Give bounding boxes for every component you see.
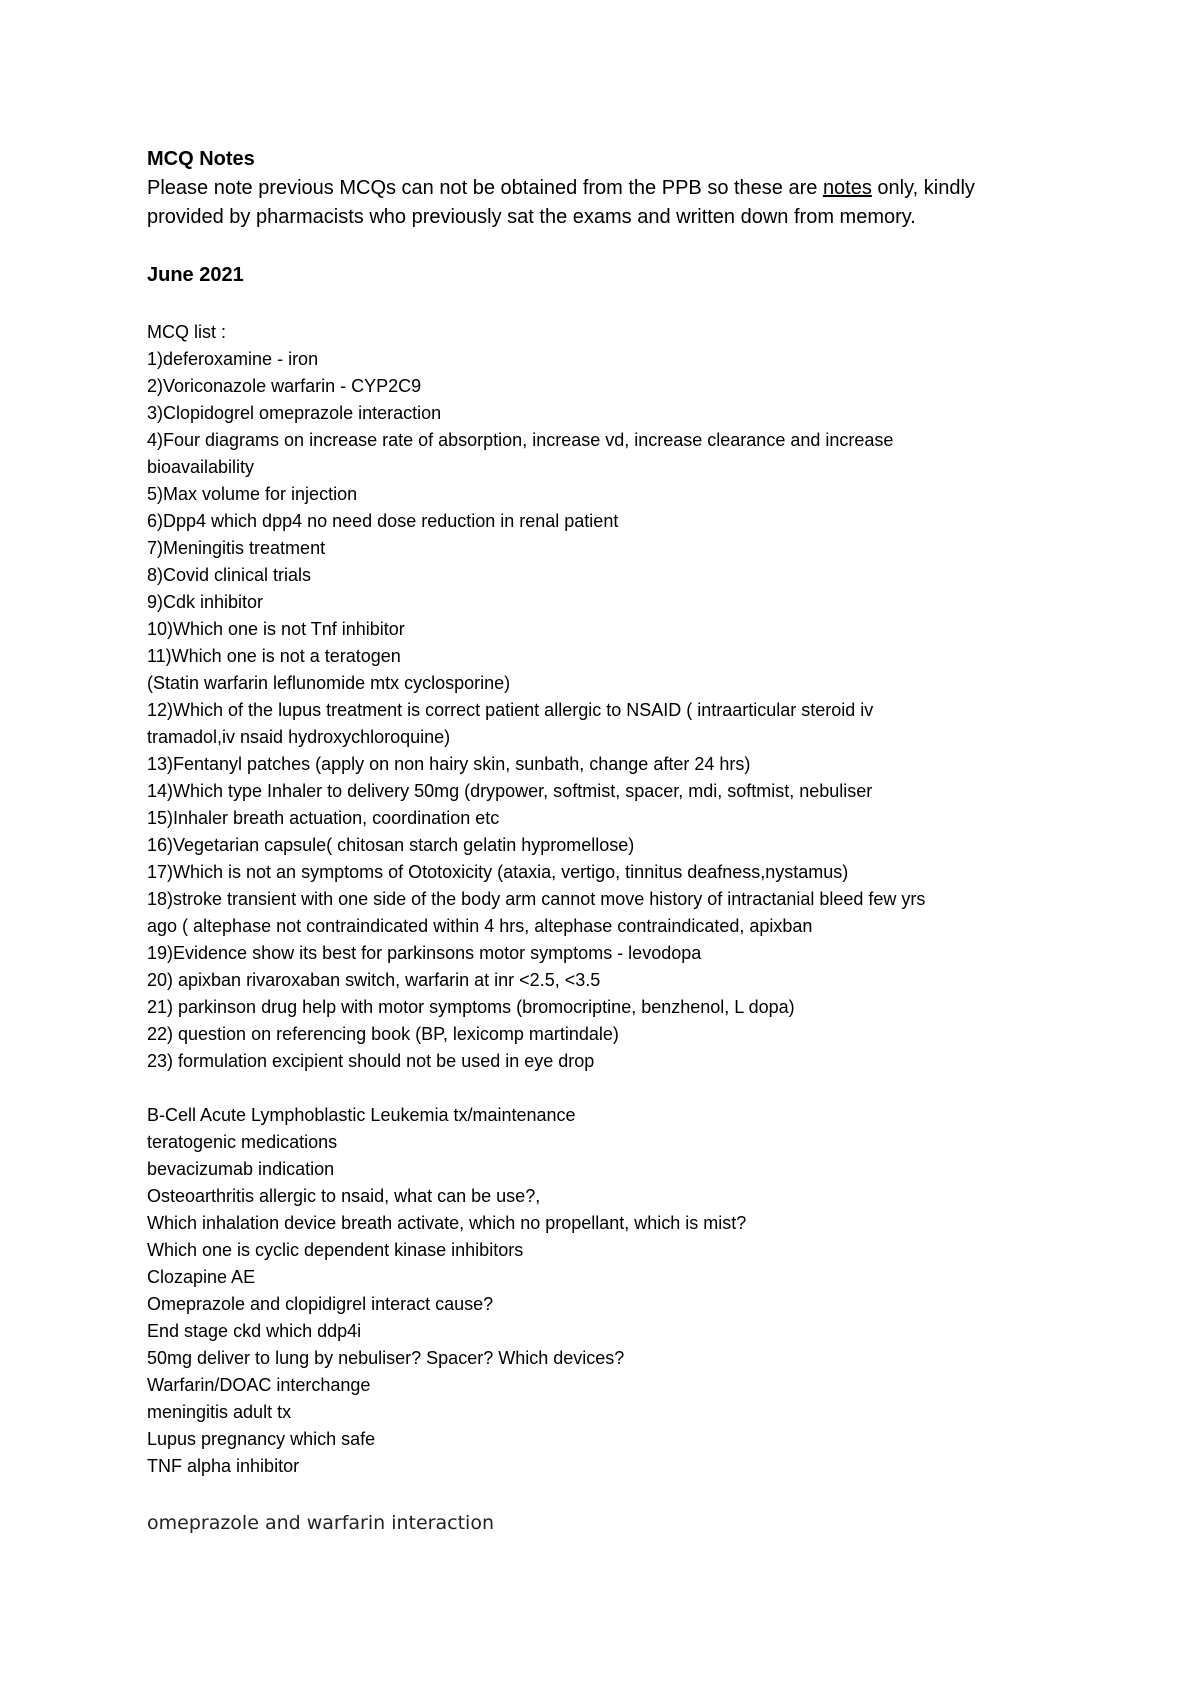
topic-item: meningitis adult tx [147,1402,292,1422]
topic-item: Osteoarthritis allergic to nsaid, what can be use?, [147,1186,541,1206]
list-item: 9)Cdk inhibitor [147,592,264,612]
document-title: MCQ Notes [147,148,255,170]
topics-list [147,1102,1047,1480]
list-item: 6)Dpp4 which dpp4 no need dose reduction in renal patient [147,511,619,531]
list-item: bioavailability [147,457,255,477]
list-item: 5)Max volume for injection [147,484,358,504]
list-item: (Statin warfarin leflunomide mtx cyclosporine) [147,673,511,693]
topic-item: Warfarin/DOAC interchange [147,1375,371,1395]
list-item: 21) parkinson drug help with motor symptoms (bromocriptine, benzhenol, L dopa) [147,997,795,1017]
list-item: 2)Voriconazole warfarin - CYP2C9 [147,376,422,396]
topic-item: Omeprazole and clopidigrel interact cause? [147,1294,494,1314]
list-item: 4)Four diagrams on increase rate of absorption, increase vd, increase clearance and increase [147,430,894,450]
list-item: 20) apixban rivaroxaban switch, warfarin at inr <2.5, <3.5 [147,970,601,990]
list-item: ago ( altephase not contraindicated within 4 hrs, altephase contraindicated, apixban [147,916,813,936]
topic-item: Which inhalation device breath activate, which no propellant, which is mist? [147,1213,747,1233]
list-item: 18)stroke transient with one side of the body arm cannot move history of intractanial bleed few yrs [147,889,926,909]
list-item: 12)Which of the lupus treatment is correct patient allergic to NSAID ( intraarticular steroid iv [147,700,874,720]
topic-item: 50mg deliver to lung by nebuliser? Spacer? Which devices? [147,1348,625,1368]
list-item: 1)deferoxamine - iron [147,349,319,369]
document-page [147,145,1047,1537]
mcq-list [147,319,1047,1075]
mcq-list-label: MCQ list : [147,322,226,342]
topic-item: bevacizumab indication [147,1159,335,1179]
topic-item: Which one is cyclic dependent kinase inhibitors [147,1240,524,1260]
topic-item: Lupus pregnancy which safe [147,1429,376,1449]
intro-text-before: Please note previous MCQs can not be obtained from the PPB so these are [147,177,823,199]
intro-text-after: only, kindly provided by pharmacists who previously sat the exams and written down from memory. [147,177,975,228]
list-item: 13)Fentanyl patches (apply on non hairy skin, sunbath, change after 24 hrs) [147,754,751,774]
list-item: 11)Which one is not a teratogen [147,646,401,666]
final-note: omeprazole and warfarin interaction [147,1512,494,1534]
list-item: 7)Meningitis treatment [147,538,326,558]
list-item: 3)Clopidogrel omeprazole interaction [147,403,442,423]
topic-item: teratogenic medications [147,1132,338,1152]
topic-item: End stage ckd which ddp4i [147,1321,362,1341]
list-item: 10)Which one is not Tnf inhibitor [147,619,405,639]
intro-underlined-word: notes [822,177,872,199]
topic-item: Clozapine AE [147,1267,256,1287]
intro-paragraph [147,174,1047,232]
list-item: 19)Evidence show its best for parkinsons motor symptoms - levodopa [147,943,702,963]
topic-item: B-Cell Acute Lymphoblastic Leukemia tx/maintenance [147,1105,576,1125]
list-item: 14)Which type Inhaler to delivery 50mg (drypower, softmist, spacer, mdi, softmist, nebuliser [147,781,873,801]
list-item: 23) formulation excipient should not be used in eye drop [147,1051,595,1071]
list-item: 16)Vegetarian capsule( chitosan starch gelatin hypromellose) [147,835,635,855]
topic-item: TNF alpha inhibitor [147,1456,300,1476]
list-item: 22) question on referencing book (BP, lexicomp martindale) [147,1024,619,1044]
list-item: 8)Covid clinical trials [147,565,312,585]
list-item: 17)Which is not an symptoms of Ototoxicity (ataxia, vertigo, tinnitus deafness,nystamus) [147,862,849,882]
list-item: 15)Inhaler breath actuation, coordination etc [147,808,500,828]
list-item: tramadol,iv nsaid hydroxychloroquine) [147,727,451,747]
section-heading: June 2021 [147,264,244,286]
